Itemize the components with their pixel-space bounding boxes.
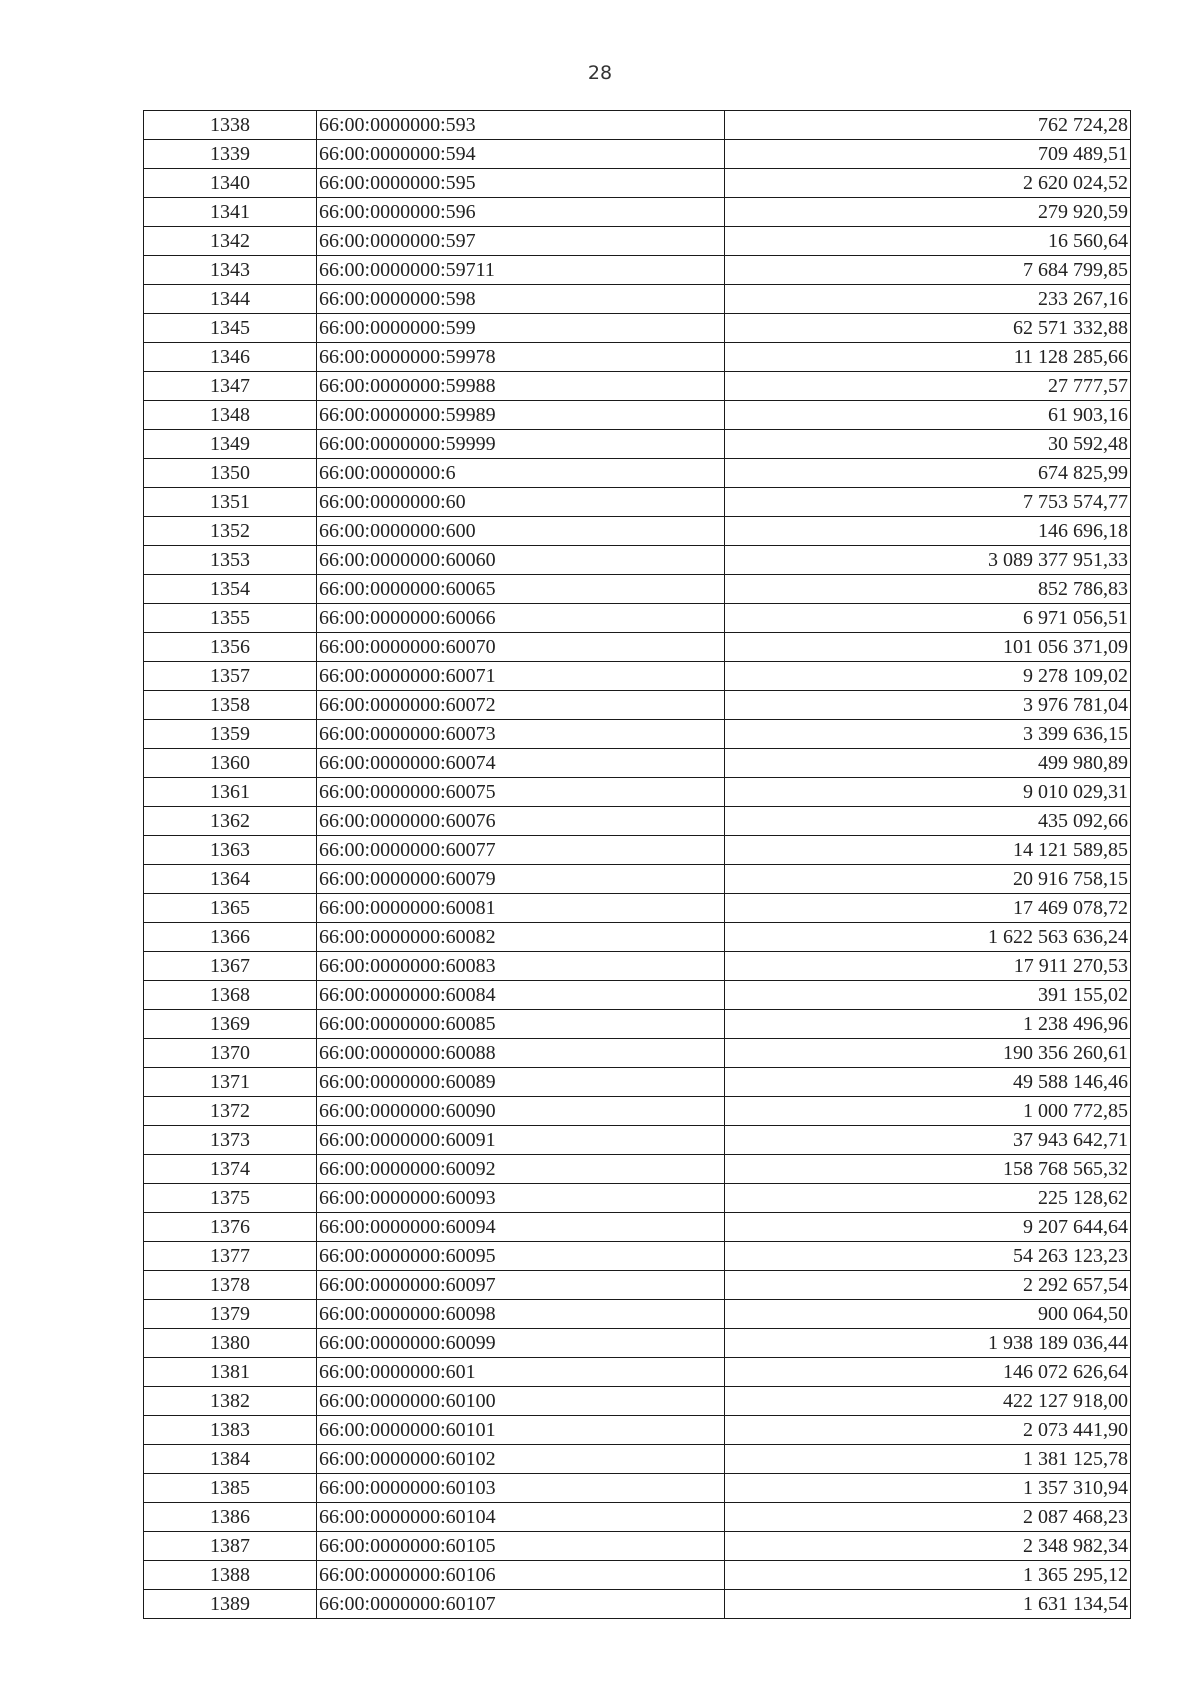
cadastral-value-cell: 674 825,99: [725, 459, 1131, 488]
cadastral-value-cell: 7 684 799,85: [725, 256, 1131, 285]
row-number-cell: 1377: [144, 1242, 317, 1271]
cadastral-number-cell: 66:00:0000000:60083: [317, 952, 725, 981]
cadastral-value-cell: 3 976 781,04: [725, 691, 1131, 720]
cadastral-number-cell: 66:00:0000000:596: [317, 198, 725, 227]
row-number-cell: 1361: [144, 778, 317, 807]
row-number-cell: 1365: [144, 894, 317, 923]
cadastral-number-cell: 66:00:0000000:60074: [317, 749, 725, 778]
cadastral-value-cell: 225 128,62: [725, 1184, 1131, 1213]
cadastral-number-cell: 66:00:0000000:59999: [317, 430, 725, 459]
table-row: [144, 256, 1131, 285]
cadastral-value-cell: 499 980,89: [725, 749, 1131, 778]
cadastral-value-cell: 11 128 285,66: [725, 343, 1131, 372]
cadastral-value-cell: 16 560,64: [725, 227, 1131, 256]
table-row: [144, 1416, 1131, 1445]
cadastral-value-cell: 49 588 146,46: [725, 1068, 1131, 1097]
table-row: [144, 1590, 1131, 1619]
cadastral-number-cell: 66:00:0000000:60071: [317, 662, 725, 691]
row-number-cell: 1368: [144, 981, 317, 1010]
table-row: [144, 198, 1131, 227]
row-number-cell: 1371: [144, 1068, 317, 1097]
row-number-cell: 1341: [144, 198, 317, 227]
table-row: [144, 865, 1131, 894]
cadastral-value-cell: 3 399 636,15: [725, 720, 1131, 749]
cadastral-number-cell: 66:00:0000000:60091: [317, 1126, 725, 1155]
cadastral-value-cell: 1 357 310,94: [725, 1474, 1131, 1503]
row-number-cell: 1386: [144, 1503, 317, 1532]
cadastral-value-cell: 1 365 295,12: [725, 1561, 1131, 1590]
table-row: [144, 227, 1131, 256]
table-row: [144, 1068, 1131, 1097]
row-number-cell: 1356: [144, 633, 317, 662]
row-number-cell: 1378: [144, 1271, 317, 1300]
cadastral-number-cell: 66:00:0000000:60079: [317, 865, 725, 894]
cadastral-number-cell: 66:00:0000000:60095: [317, 1242, 725, 1271]
row-number-cell: 1385: [144, 1474, 317, 1503]
cadastral-value-cell: 852 786,83: [725, 575, 1131, 604]
table-row: [144, 604, 1131, 633]
cadastral-number-cell: 66:00:0000000:60102: [317, 1445, 725, 1474]
table-row: [144, 923, 1131, 952]
cadastral-number-cell: 66:00:0000000:59978: [317, 343, 725, 372]
cadastral-number-cell: 66:00:0000000:59989: [317, 401, 725, 430]
cadastral-number-cell: 66:00:0000000:598: [317, 285, 725, 314]
row-number-cell: 1375: [144, 1184, 317, 1213]
row-number-cell: 1353: [144, 546, 317, 575]
row-number-cell: 1354: [144, 575, 317, 604]
table-row: [144, 1300, 1131, 1329]
table-row: [144, 517, 1131, 546]
cadastral-number-cell: 66:00:0000000:60098: [317, 1300, 725, 1329]
table-row: [144, 633, 1131, 662]
cadastral-number-cell: 66:00:0000000:595: [317, 169, 725, 198]
row-number-cell: 1358: [144, 691, 317, 720]
cadastral-value-cell: 435 092,66: [725, 807, 1131, 836]
table-row: [144, 430, 1131, 459]
cadastral-value-cell: 20 916 758,15: [725, 865, 1131, 894]
table-row: [144, 749, 1131, 778]
cadastral-value-cell: 1 238 496,96: [725, 1010, 1131, 1039]
cadastral-number-cell: 66:00:0000000:60100: [317, 1387, 725, 1416]
cadastral-value-cell: 279 920,59: [725, 198, 1131, 227]
row-number-cell: 1366: [144, 923, 317, 952]
cadastral-value-cell: 391 155,02: [725, 981, 1131, 1010]
row-number-cell: 1346: [144, 343, 317, 372]
cadastral-number-cell: 66:00:0000000:60081: [317, 894, 725, 923]
cadastral-number-cell: 66:00:0000000:60092: [317, 1155, 725, 1184]
row-number-cell: 1380: [144, 1329, 317, 1358]
cadastral-value-cell: 233 267,16: [725, 285, 1131, 314]
table-row: [144, 343, 1131, 372]
row-number-cell: 1349: [144, 430, 317, 459]
table-row: [144, 1387, 1131, 1416]
row-number-cell: 1350: [144, 459, 317, 488]
cadastral-number-cell: 66:00:0000000:599: [317, 314, 725, 343]
table-body: [144, 111, 1131, 1619]
cadastral-value-cell: 1 381 125,78: [725, 1445, 1131, 1474]
cadastral-value-cell: 9 010 029,31: [725, 778, 1131, 807]
cadastral-number-cell: 66:00:0000000:59988: [317, 372, 725, 401]
table-row: [144, 1213, 1131, 1242]
cadastral-value-cell: 2 087 468,23: [725, 1503, 1131, 1532]
cadastral-number-cell: 66:00:0000000:60094: [317, 1213, 725, 1242]
table-row: [144, 1561, 1131, 1590]
cadastral-value-cell: 146 696,18: [725, 517, 1131, 546]
row-number-cell: 1367: [144, 952, 317, 981]
cadastral-number-cell: 66:00:0000000:60076: [317, 807, 725, 836]
row-number-cell: 1381: [144, 1358, 317, 1387]
table-row: [144, 285, 1131, 314]
cadastral-value-cell: 17 469 078,72: [725, 894, 1131, 923]
cadastral-number-cell: 66:00:0000000:600: [317, 517, 725, 546]
row-number-cell: 1387: [144, 1532, 317, 1561]
cadastral-number-cell: 66:00:0000000:60106: [317, 1561, 725, 1590]
row-number-cell: 1344: [144, 285, 317, 314]
table-row: [144, 981, 1131, 1010]
cadastral-number-cell: 66:00:0000000:60070: [317, 633, 725, 662]
row-number-cell: 1345: [144, 314, 317, 343]
table-row: [144, 778, 1131, 807]
table-row: [144, 662, 1131, 691]
row-number-cell: 1383: [144, 1416, 317, 1445]
row-number-cell: 1359: [144, 720, 317, 749]
cadastral-number-cell: 66:00:0000000:60085: [317, 1010, 725, 1039]
cadastral-number-cell: 66:00:0000000:60090: [317, 1097, 725, 1126]
cadastral-value-cell: 1 938 189 036,44: [725, 1329, 1131, 1358]
table-row: [144, 836, 1131, 865]
row-number-cell: 1388: [144, 1561, 317, 1590]
cadastral-value-cell: 2 073 441,90: [725, 1416, 1131, 1445]
row-number-cell: 1347: [144, 372, 317, 401]
cadastral-value-cell: 158 768 565,32: [725, 1155, 1131, 1184]
cadastral-value-cell: 6 971 056,51: [725, 604, 1131, 633]
cadastral-value-cell: 422 127 918,00: [725, 1387, 1131, 1416]
cadastral-number-cell: 66:00:0000000:593: [317, 111, 725, 140]
row-number-cell: 1379: [144, 1300, 317, 1329]
table-row: [144, 1329, 1131, 1358]
cadastral-number-cell: 66:00:0000000:60: [317, 488, 725, 517]
row-number-cell: 1342: [144, 227, 317, 256]
row-number-cell: 1373: [144, 1126, 317, 1155]
cadastral-value-cell: 190 356 260,61: [725, 1039, 1131, 1068]
cadastral-value-cell: 7 753 574,77: [725, 488, 1131, 517]
table-row: [144, 1532, 1131, 1561]
row-number-cell: 1389: [144, 1590, 317, 1619]
row-number-cell: 1362: [144, 807, 317, 836]
table-row: [144, 140, 1131, 169]
cadastral-number-cell: 66:00:0000000:594: [317, 140, 725, 169]
cadastral-number-cell: 66:00:0000000:60093: [317, 1184, 725, 1213]
table-row: [144, 1474, 1131, 1503]
cadastral-number-cell: 66:00:0000000:60097: [317, 1271, 725, 1300]
table-row: [144, 1242, 1131, 1271]
table-row: [144, 1445, 1131, 1474]
table-row: [144, 720, 1131, 749]
cadastral-value-cell: 1 000 772,85: [725, 1097, 1131, 1126]
row-number-cell: 1369: [144, 1010, 317, 1039]
table-row: [144, 1126, 1131, 1155]
row-number-cell: 1363: [144, 836, 317, 865]
cadastral-value-cell: 9 278 109,02: [725, 662, 1131, 691]
cadastral-number-cell: 66:00:0000000:60107: [317, 1590, 725, 1619]
table-row: [144, 1271, 1131, 1300]
table-row: [144, 459, 1131, 488]
cadastral-number-cell: 66:00:0000000:59711: [317, 256, 725, 285]
cadastral-number-cell: 66:00:0000000:60073: [317, 720, 725, 749]
table-row: [144, 1097, 1131, 1126]
cadastral-value-cell: 101 056 371,09: [725, 633, 1131, 662]
row-number-cell: 1384: [144, 1445, 317, 1474]
cadastral-number-cell: 66:00:0000000:60103: [317, 1474, 725, 1503]
table-row: [144, 807, 1131, 836]
row-number-cell: 1348: [144, 401, 317, 430]
cadastral-value-cell: 2 292 657,54: [725, 1271, 1131, 1300]
table-row: [144, 1010, 1131, 1039]
cadastral-value-cell: 2 348 982,34: [725, 1532, 1131, 1561]
cadastral-number-cell: 66:00:0000000:60099: [317, 1329, 725, 1358]
cadastral-value-cell: 2 620 024,52: [725, 169, 1131, 198]
row-number-cell: 1355: [144, 604, 317, 633]
cadastral-value-cell: 709 489,51: [725, 140, 1131, 169]
cadastral-value-cell: 3 089 377 951,33: [725, 546, 1131, 575]
cadastral-value-cell: 61 903,16: [725, 401, 1131, 430]
cadastral-number-cell: 66:00:0000000:597: [317, 227, 725, 256]
cadastral-number-cell: 66:00:0000000:60066: [317, 604, 725, 633]
table-row: [144, 894, 1131, 923]
cadastral-number-cell: 66:00:0000000:6: [317, 459, 725, 488]
table-row: [144, 1039, 1131, 1068]
cadastral-value-cell: 27 777,57: [725, 372, 1131, 401]
row-number-cell: 1374: [144, 1155, 317, 1184]
cadastral-value-cell: 900 064,50: [725, 1300, 1131, 1329]
cadastral-value-cell: 54 263 123,23: [725, 1242, 1131, 1271]
row-number-cell: 1352: [144, 517, 317, 546]
cadastral-number-cell: 66:00:0000000:60082: [317, 923, 725, 952]
cadastral-value-table: [143, 110, 1131, 1619]
cadastral-number-cell: 66:00:0000000:60101: [317, 1416, 725, 1445]
table-row: [144, 952, 1131, 981]
cadastral-value-cell: 14 121 589,85: [725, 836, 1131, 865]
row-number-cell: 1370: [144, 1039, 317, 1068]
table-row: [144, 691, 1131, 720]
cadastral-value-cell: 9 207 644,64: [725, 1213, 1131, 1242]
cadastral-number-cell: 66:00:0000000:60065: [317, 575, 725, 604]
row-number-cell: 1343: [144, 256, 317, 285]
table-row: [144, 1358, 1131, 1387]
cadastral-value-cell: 17 911 270,53: [725, 952, 1131, 981]
row-number-cell: 1340: [144, 169, 317, 198]
row-number-cell: 1382: [144, 1387, 317, 1416]
table-row: [144, 1155, 1131, 1184]
cadastral-number-cell: 66:00:0000000:60088: [317, 1039, 725, 1068]
cadastral-number-cell: 66:00:0000000:60104: [317, 1503, 725, 1532]
table-row: [144, 401, 1131, 430]
table-row: [144, 372, 1131, 401]
row-number-cell: 1364: [144, 865, 317, 894]
table-row: [144, 546, 1131, 575]
row-number-cell: 1360: [144, 749, 317, 778]
cadastral-number-cell: 66:00:0000000:60060: [317, 546, 725, 575]
row-number-cell: 1339: [144, 140, 317, 169]
row-number-cell: 1372: [144, 1097, 317, 1126]
table-row: [144, 314, 1131, 343]
cadastral-number-cell: 66:00:0000000:60075: [317, 778, 725, 807]
cadastral-value-cell: 146 072 626,64: [725, 1358, 1131, 1387]
row-number-cell: 1338: [144, 111, 317, 140]
table-row: [144, 488, 1131, 517]
cadastral-number-cell: 66:00:0000000:60084: [317, 981, 725, 1010]
table-row: [144, 1184, 1131, 1213]
table-row: [144, 111, 1131, 140]
cadastral-value-cell: 62 571 332,88: [725, 314, 1131, 343]
cadastral-value-cell: 37 943 642,71: [725, 1126, 1131, 1155]
table-row: [144, 575, 1131, 604]
row-number-cell: 1376: [144, 1213, 317, 1242]
table-row: [144, 169, 1131, 198]
cadastral-number-cell: 66:00:0000000:60077: [317, 836, 725, 865]
cadastral-number-cell: 66:00:0000000:60072: [317, 691, 725, 720]
cadastral-value-cell: 1 622 563 636,24: [725, 923, 1131, 952]
cadastral-value-cell: 1 631 134,54: [725, 1590, 1131, 1619]
page-number: 28: [587, 62, 613, 84]
row-number-cell: 1351: [144, 488, 317, 517]
cadastral-number-cell: 66:00:0000000:60089: [317, 1068, 725, 1097]
cadastral-number-cell: 66:00:0000000:601: [317, 1358, 725, 1387]
cadastral-value-cell: 30 592,48: [725, 430, 1131, 459]
cadastral-value-cell: 762 724,28: [725, 111, 1131, 140]
table-row: [144, 1503, 1131, 1532]
cadastral-number-cell: 66:00:0000000:60105: [317, 1532, 725, 1561]
row-number-cell: 1357: [144, 662, 317, 691]
